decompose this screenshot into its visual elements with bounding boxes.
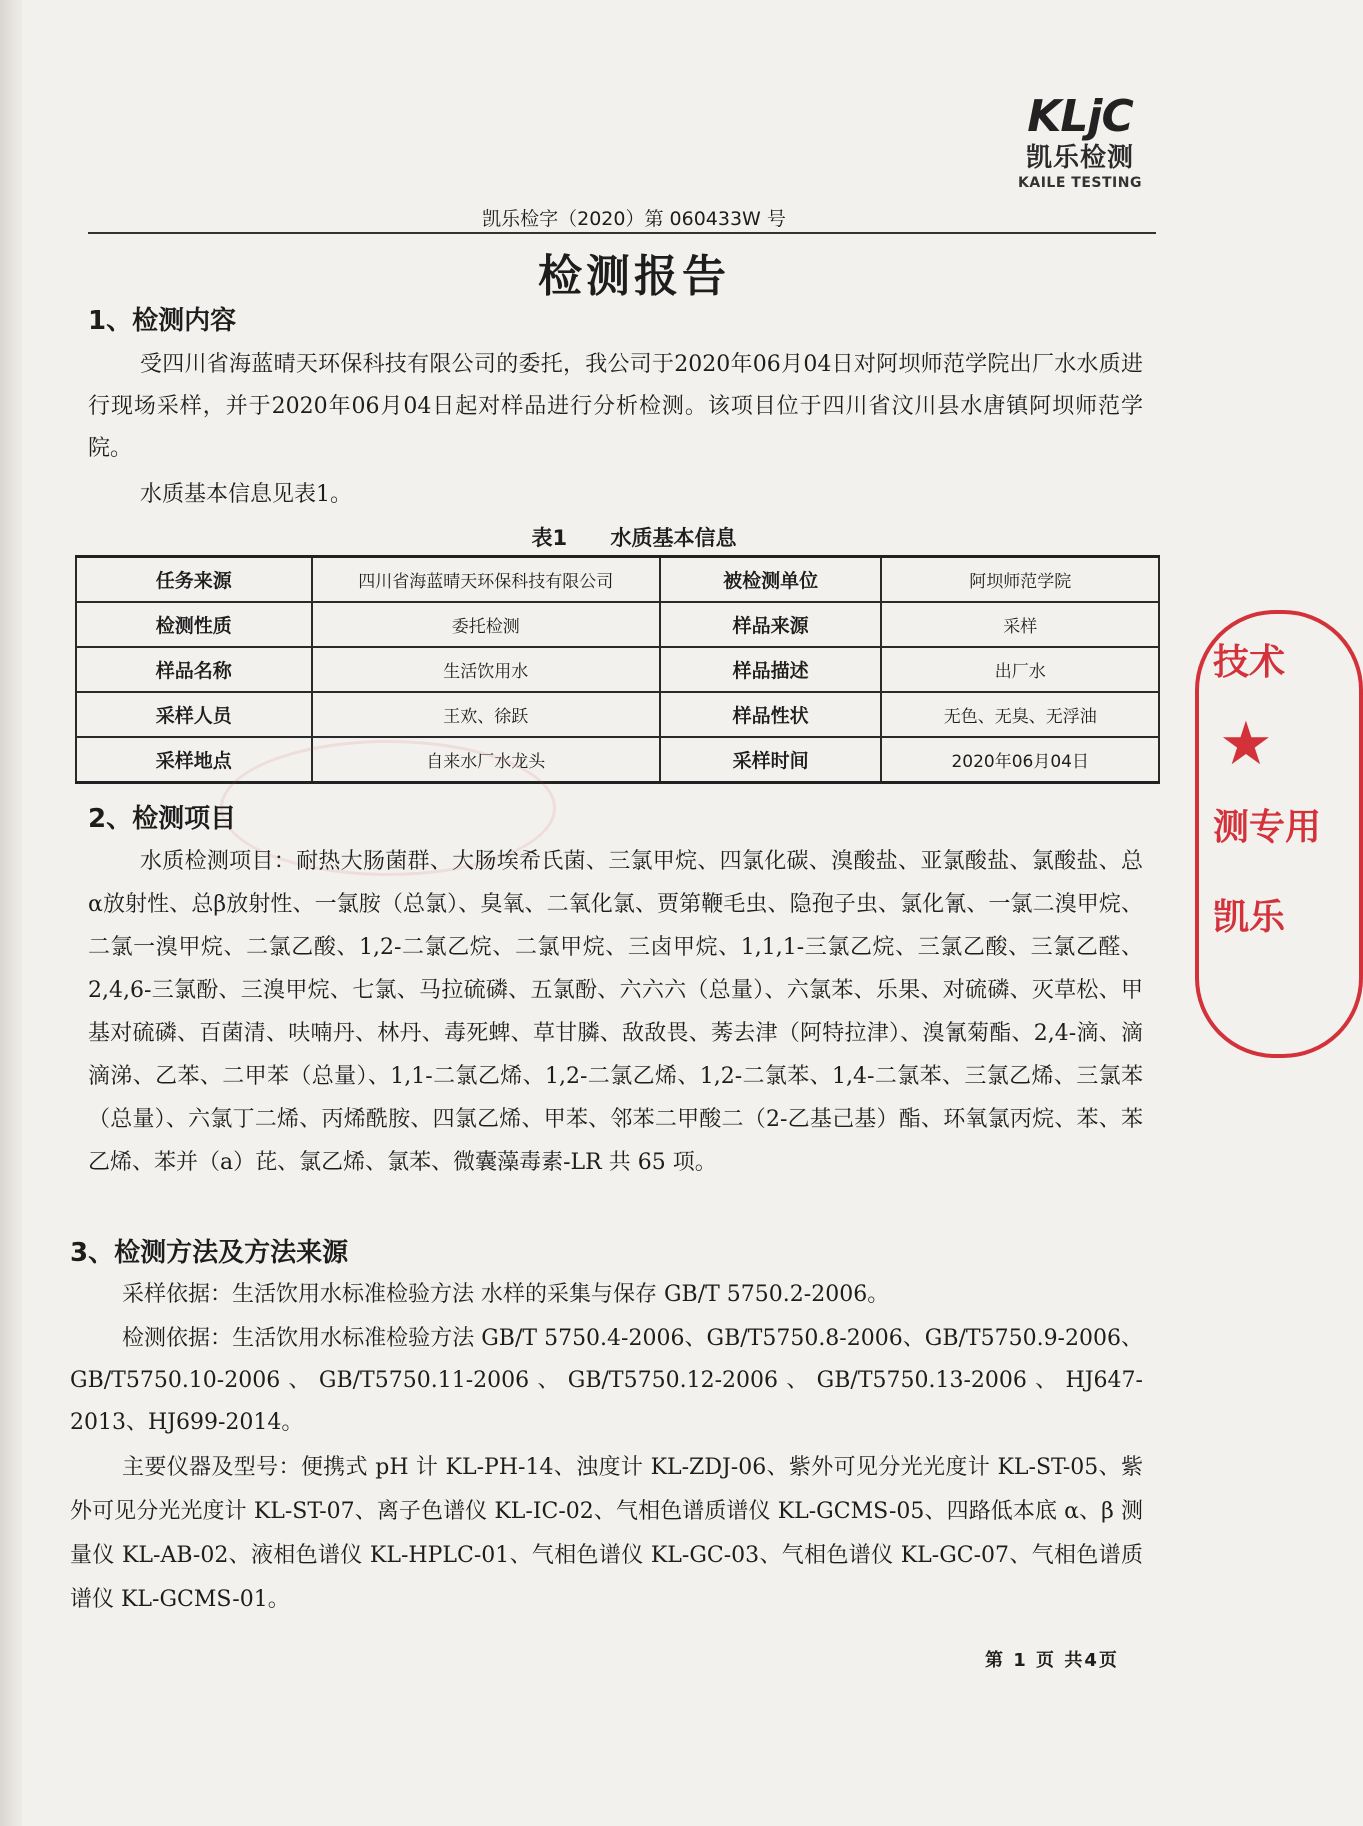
table-label-cell: 样品名称 xyxy=(76,647,312,692)
stamp-text-middle: 测专用 xyxy=(1213,807,1322,848)
section-3-heading: 3、检测方法及方法来源 xyxy=(70,1238,349,1268)
table-label-cell: 样品来源 xyxy=(660,602,882,647)
table-label-cell: 检测性质 xyxy=(76,602,312,647)
table-value-cell: 自来水厂水龙头 xyxy=(312,737,660,783)
sampling-basis: 采样依据：生活饮用水标准检验方法 水样的采集与保存 GB/T 5750.2-2006。 xyxy=(122,1282,890,1307)
table-label-cell: 样品性状 xyxy=(660,692,882,737)
table-value-cell: 出厂水 xyxy=(881,647,1159,692)
testing-basis: 检测依据：生活饮用水标准检验方法 GB/T 5750.4-2006、GB/T5750.8-2006、GB/T5750.9-2006、GB/T5750.10-2006、GB/T5750.11-2006、GB/T5750.12-2006、GB/T5750.13-2006、HJ647-2013、HJ699-2014。 xyxy=(70,1326,1143,1435)
logo-name-en: KAILE TESTING xyxy=(1018,175,1142,191)
table-label-cell: 任务来源 xyxy=(76,557,312,603)
company-logo xyxy=(1005,92,1155,192)
table-value-cell: 阿坝师范学院 xyxy=(881,557,1159,603)
page-number: 第 1 页 共4页 xyxy=(985,1650,1119,1671)
logo-name-cn: 凯乐检测 xyxy=(1025,143,1134,173)
table-row xyxy=(76,602,1159,647)
table-row xyxy=(76,692,1159,737)
stamp-text-top: 技术 xyxy=(1213,642,1286,683)
table-reference-text: 水质基本信息见表1。 xyxy=(140,482,352,507)
company-seal-stamp xyxy=(1195,610,1363,1058)
table-value-cell: 王欢、徐跃 xyxy=(312,692,660,737)
table-label-cell: 样品描述 xyxy=(660,647,882,692)
page-title: 检测报告 xyxy=(538,251,730,302)
table-label-cell: 采样时间 xyxy=(660,737,882,783)
table-value-cell: 委托检测 xyxy=(312,602,660,647)
table-value-cell: 无色、无臭、无浮油 xyxy=(881,692,1159,737)
table-caption-number: 表1 xyxy=(531,526,568,550)
table-caption xyxy=(0,522,1268,552)
table-label-cell: 被检测单位 xyxy=(660,557,882,603)
stamp-text-bottom: 凯乐 xyxy=(1213,897,1286,938)
report-number: 凯乐检字（2020）第 060433W 号 xyxy=(482,208,786,230)
table-label-cell: 采样人员 xyxy=(76,692,312,737)
table-label-cell: 采样地点 xyxy=(76,737,312,783)
table-value-cell: 四川省海蓝晴天环保科技有限公司 xyxy=(312,557,660,603)
section-2-heading: 2、检测项目 xyxy=(88,804,237,834)
table-row xyxy=(76,647,1159,692)
table-row xyxy=(76,557,1159,603)
logo-mark: KLjC xyxy=(1027,91,1133,142)
section-1-paragraph: 受四川省海蓝晴天环保科技有限公司的委托，我公司于2020年06月04日对阿坝师范学院出厂水水质进行现场采样，并于2020年06月04日起对样品进行分析检测。该项目位于四川省汶川县水唐镇阿坝师范学院。 xyxy=(88,352,1143,461)
instruments-list: 主要仪器及型号：便携式 pH 计 KL-PH-14、浊度计 KL-ZDJ-06、紫外可见分光光度计 KL-ST-05、紫外可见分光光度计 KL-ST-07、离子色谱仪 KL-IC-02、气相色谱质谱仪 KL-GCMS-05、四路低本底 α、β 测量仪 KL-AB-02、液相色谱仪 KL-HPLC-01、气相色谱仪 KL-GC-03、气相色谱仪 KL-GC-07、气相色谱质谱仪 KL-GCMS-01。 xyxy=(70,1455,1143,1612)
section-1-heading: 1、检测内容 xyxy=(88,306,237,336)
star-icon: ★ xyxy=(1219,709,1273,779)
table-value-cell: 采样 xyxy=(881,602,1159,647)
table-caption-title: 水质基本信息 xyxy=(610,526,737,550)
table-value-cell: 2020年06月04日 xyxy=(881,737,1159,783)
table-value-cell: 生活饮用水 xyxy=(312,647,660,692)
header-rule xyxy=(88,232,1156,234)
water-info-table xyxy=(75,555,1160,784)
section-2-paragraph: 水质检测项目：耐热大肠菌群、大肠埃希氏菌、三氯甲烷、四氯化碳、溴酸盐、亚氯酸盐、氯酸盐、总α放射性、总β放射性、一氯胺（总氯）、臭氧、二氧化氯、贾第鞭毛虫、隐孢子虫、氯化氰、一氯二溴甲烷、二氯一溴甲烷、二氯乙酸、1,2-二氯乙烷、二氯甲烷、三卤甲烷、1,1,1-三氯乙烷、三氯乙酸、三氯乙醛、2,4,6-三氯酚、三溴甲烷、七氯、马拉硫磷、五氯酚、六六六（总量）、六氯苯、乐果、对硫磷、灭草松、甲基对硫磷、百菌清、呋喃丹、林丹、毒死蜱、草甘膦、敌敌畏、莠去津（阿特拉津）、溴氰菊酯、2,4-滴、滴滴涕、乙苯、二甲苯（总量）、1,1-二氯乙烯、1,2-二氯乙烯、1,2-二氯苯、1,4-二氯苯、三氯乙烯、三氯苯（总量）、六氯丁二烯、丙烯酰胺、四氯乙烯、甲苯、邻苯二甲酸二（2-乙基己基）酯、环氧氯丙烷、苯、苯乙烯、苯并（a）芘、氯乙烯、氯苯、微囊藻毒素-LR 共 65 项。 xyxy=(88,849,1143,1175)
